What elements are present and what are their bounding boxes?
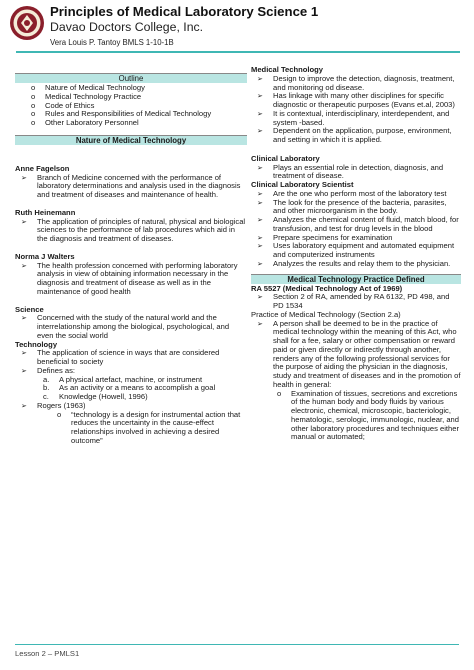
left-column	[15, 73, 247, 446]
term-name: Technology	[15, 339, 58, 349]
college-seal-logo	[9, 5, 45, 41]
school-name: Davao Doctors College, Inc.	[50, 20, 204, 34]
list-item: a. A physical artefact, machine, or instrument	[43, 374, 203, 384]
document-title: Principles of Medical Laboratory Science 1	[50, 4, 319, 19]
practice-heading: Medical Technology Practice Defined	[251, 274, 461, 284]
nature-heading: Nature of Medical Technology	[15, 135, 247, 145]
list-item: ➢ The health profession concerned with performing laboratory analysis in view of obtaining information necessary in the diagnosis and treatment of disease as well as in the maintenance of good health	[21, 260, 238, 296]
list-item: o Nature of Medical Technology	[31, 83, 145, 92]
term-name: RA 5527 (Medical Technology Act of 1969)	[251, 283, 403, 293]
term-name: Medical Technology	[251, 65, 324, 74]
list-item: ➢ Has linkage with many other disciplines for specific diagnostic or therapeutic purposes (Evans et.al, 2003)	[257, 91, 455, 109]
list-item: o Other Laboratory Personnel	[31, 118, 139, 127]
list-item: ➢ The application of principles of natural, physical and biological sciences to the performance of lab procedures which aid in the diagnosis and treatment of diseases.	[21, 216, 246, 243]
definer-name: Norma J Walters	[15, 251, 75, 261]
author-line: Vera Louis P. Tantoy BMLS 1-10-1B	[50, 38, 174, 47]
list-item: o Code of Ethics	[31, 100, 95, 110]
term-name: Clinical Laboratory Scientist	[251, 180, 354, 189]
list-item: o Examination of tissues, secretions and excretions of the human body and body fluids by various electronic, chemical, microscopic, bacteriologic, hematologic, serologic, immunologic, nuclear, and other laboratory procedures and techniques either manual or automated;	[277, 388, 460, 442]
term-name: Science	[15, 304, 44, 314]
term-name: Clinical Laboratory	[251, 153, 320, 163]
list-item: ➢ A person shall be deemed to be in the practice of medical technology within the meaning of this Act, who shall for a fee, salary or other compensation or reward paid or given directly or indirectly through another, renders any of the following professional services for the purpose of aiding the physician in the diagnosis, study and treatment of diseases and in the promotion of health in general:	[257, 318, 461, 389]
list-item: ➢ Dependent on the application, purpose, environment, and setting in which it is applied.	[257, 126, 452, 144]
list-item: ➢ Prepare specimens for examination	[257, 232, 393, 242]
list-item: o “technology is a design for instrumental action that reduces the uncertainty in the cause-effect relationships involved in achieving a desired outcome”	[57, 409, 241, 445]
header-divider	[16, 51, 460, 53]
definer-name: Ruth Heinemann	[15, 207, 76, 217]
list-item: ➢ Concerned with the study of the natural world and the interrelationship among the biological, psychological, and even the social world	[21, 313, 230, 340]
list-item: ➢ The application of science in ways that are considered beneficial to society	[21, 348, 220, 366]
right-column	[251, 66, 461, 442]
list-item: b. As an activity or a means to accomplish a goal	[43, 383, 216, 393]
list-item: ➢ The look for the presence of the bacteria, parasites, and other microorganism in the body.	[257, 197, 447, 216]
footer-divider	[15, 644, 459, 645]
list-item: o Medical Technology Practice	[31, 91, 142, 101]
list-item: ➢ Are the one who perform most of the laboratory test	[257, 188, 447, 198]
page-header	[0, 0, 474, 60]
list-item: ➢ Branch of Medicine concerned with the performance of laboratory determinations and analysis used in the diagnosis and treatment of diseases and maintenance of health.	[21, 172, 241, 199]
definer-name: Anne Fagelson	[15, 163, 70, 173]
list-item: ➢ Analyzes the chemical content of fluid, match blood, for transfusion, and test for drug levels in the blood	[257, 215, 459, 233]
list-item: ➢ Plays an essential role in detection, diagnosis, and treatment of disease.	[257, 162, 444, 181]
list-item: c. Knowledge (Howell, 1996)	[43, 392, 148, 401]
list-item: ➢ It is contextual, interdisciplinary, interdependent, and system -based.	[257, 108, 450, 127]
page-footer: Lesson 2 – PMLS1	[15, 649, 80, 658]
subheading: Practice of Medical Technology (Section 2.a)	[251, 309, 401, 319]
outline-heading: Outline	[15, 73, 247, 83]
list-item: ➢ Rogers (1963)	[21, 400, 86, 410]
list-item: ➢ Analyzes the results and relay them to the physician.	[257, 258, 451, 268]
list-item: ➢ Uses laboratory equipment and automated equipment and computerized instruments	[257, 241, 455, 259]
outline-list	[15, 84, 247, 128]
list-item: ➢ Design to improve the detection, diagnosis, treatment, and monitoring od disease.	[257, 73, 455, 92]
list-item: o Rules and Responsibilities of Medical Technology	[31, 109, 212, 119]
list-item: ➢ Defines as:	[21, 365, 75, 375]
list-item: ➢ Section 2 of RA, amended by RA 6132, PD 498, and PD 1534	[257, 292, 450, 310]
